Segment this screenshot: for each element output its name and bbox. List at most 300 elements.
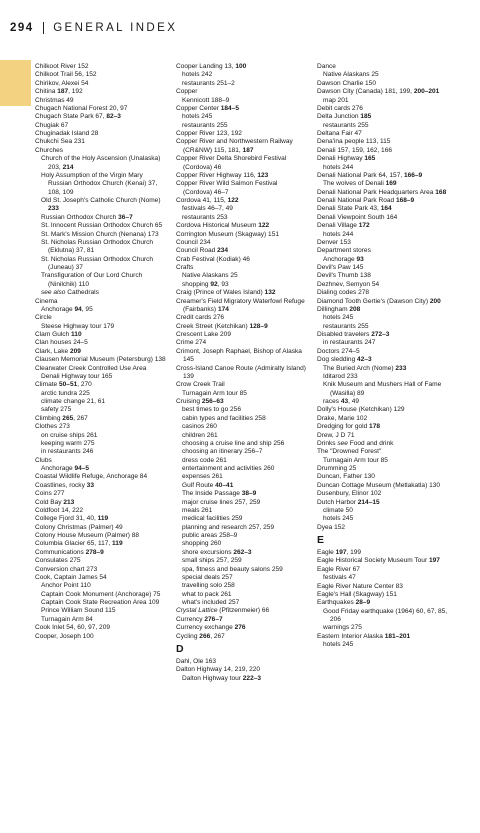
index-entry: [35, 314, 167, 322]
entry-text: arctic tundra 225: [41, 389, 90, 397]
index-entry: [35, 524, 167, 532]
primary-page-ref: 278–9: [85, 548, 104, 556]
index-subentry: [176, 214, 308, 222]
entry-text: Earthquakes: [317, 599, 356, 607]
entry-text: Crafts: [176, 264, 194, 271]
index-entry: [35, 482, 167, 490]
entry-text: Turnagain Arm tour 85: [182, 389, 247, 397]
index-entry: [317, 423, 449, 431]
primary-page-ref: 40–41: [215, 481, 234, 489]
entry-text: Dahl, Ole 163: [176, 657, 217, 665]
index-entry: [317, 222, 449, 230]
index-subentry: [317, 180, 449, 188]
entry-text: Duncan Cottage Museum (Metlakatla) 130: [317, 481, 440, 489]
primary-page-ref: 42–3: [357, 356, 372, 364]
index-entry: [35, 122, 167, 130]
index-subentry: [176, 532, 308, 540]
index-entry: [176, 155, 308, 172]
index-subentry: [35, 256, 167, 273]
index-subentry: [35, 155, 167, 172]
index-subentry: [35, 591, 167, 599]
entry-text: , 267: [73, 414, 88, 422]
entry-text: Denali National Park Road: [317, 197, 396, 204]
index-subentry: [176, 490, 308, 498]
index-entry: [317, 172, 449, 180]
entry-text: expenses 261: [182, 473, 223, 481]
entry-text: choosing a cruise line and ship 256: [182, 439, 285, 447]
entry-text: hotels 242: [182, 71, 213, 79]
entry-text: hotels 244: [323, 230, 354, 238]
entry-text: Good Friday earthquake (1964) 60, 67, 85, 206: [323, 607, 448, 623]
primary-page-ref: 197: [428, 557, 440, 565]
entry-text: hotels 245: [323, 641, 354, 649]
entry-text: festivals 47: [323, 574, 356, 582]
index-entry: [317, 239, 449, 247]
entry-text: Clam Gulch: [35, 331, 72, 338]
index-subentry: [35, 398, 167, 406]
index-entry: [176, 381, 308, 389]
index-column: [35, 63, 167, 641]
index-entry: [35, 331, 167, 339]
entry-text: best times to go 256: [182, 406, 241, 414]
entry-text: Anchorage: [41, 305, 75, 313]
entry-text: Credit cards 276: [176, 314, 225, 322]
primary-page-ref: 43: [340, 398, 349, 405]
entry-text: Coastlines, rocky: [35, 481, 87, 489]
index-entry: [176, 616, 308, 624]
index-subentry: [317, 122, 449, 130]
primary-page-ref: 92: [210, 280, 218, 288]
index-entry: [317, 298, 449, 306]
entry-text: Turnagain Arm tour 85: [323, 456, 388, 464]
index-entry: [35, 515, 167, 523]
index-entry: [35, 499, 167, 507]
index-entry: [35, 473, 167, 481]
entry-text: Church of the Holy Ascension (Unalaska) 203,: [41, 155, 161, 171]
entry-text: Diamond Tooth Gertie's (Dawson City): [317, 297, 430, 305]
index-entry: [35, 532, 167, 540]
index-entry: [176, 88, 308, 96]
entry-text: Cordova Historical Museum: [176, 222, 259, 230]
entry-text: Crime 274: [176, 339, 207, 347]
entry-text: Deltana Fair 47: [317, 130, 362, 137]
index-entry: [317, 499, 449, 507]
entry-text: Denali Highway tour 165: [41, 372, 113, 380]
entry-text: Conversion chart 273: [35, 565, 98, 573]
index-subentry: [317, 381, 449, 398]
primary-page-ref: 200: [429, 297, 441, 305]
index-entry: [317, 440, 449, 448]
index-subentry: [176, 457, 308, 465]
entry-text: Dusenbury, Elinor 102: [317, 490, 382, 498]
section-letter: [317, 534, 449, 547]
entry-text: Dawson City (Canada) 181, 199,: [317, 88, 414, 96]
entry-text: choosing an itinerary 256–7: [182, 448, 263, 456]
entry-text: Copper Center: [176, 104, 221, 112]
entry-text: , 95: [81, 305, 93, 313]
index-subentry: [35, 197, 167, 214]
primary-page-ref: 213: [63, 498, 75, 506]
primary-page-ref: 38–9: [241, 490, 257, 498]
index-subentry: [176, 415, 308, 423]
entry-text: public areas 258–9: [182, 532, 238, 539]
primary-page-ref: 262–3: [233, 548, 252, 556]
entry-text: climate 50: [323, 506, 353, 514]
entry-text: (Pfitzenmeier) 66: [217, 607, 270, 615]
entry-text: Council Road: [176, 247, 218, 255]
primary-page-ref: 256–63: [201, 398, 224, 405]
primary-page-ref: 94–5: [74, 465, 90, 472]
index-entry: [35, 356, 167, 364]
entry-text: Cook Inlet 54, 60, 97, 209: [35, 624, 110, 632]
index-entry: [35, 557, 167, 565]
index-subentry: [176, 540, 308, 548]
primary-page-ref: 209: [69, 347, 81, 355]
primary-page-ref: 169: [385, 180, 397, 188]
index-subentry: [317, 231, 449, 239]
index-subentry: [317, 624, 449, 632]
index-entry: [317, 155, 449, 163]
entry-text: Chukchi Sea 231: [35, 138, 85, 146]
index-entry: [35, 130, 167, 138]
entry-text: restaurants 255: [323, 121, 369, 129]
entry-text: Denali Village: [317, 222, 359, 230]
entry-text: travelling solo 258: [182, 582, 235, 590]
entry-text: Drinks: [317, 439, 338, 447]
index-subentry: [35, 306, 167, 314]
index-subentry: [176, 582, 308, 590]
index-entry: [317, 415, 449, 423]
index-subentry: [35, 239, 167, 256]
index-subentry: [176, 440, 308, 448]
index-entry: [317, 264, 449, 272]
index-entry: [317, 490, 449, 498]
section-letter: [176, 643, 308, 656]
entry-text: Eagle River 67: [317, 565, 360, 573]
entry-text: Cruising: [176, 398, 202, 405]
entry-text: Devil's Paw 145: [317, 264, 364, 271]
index-entry: [176, 130, 308, 138]
index-entry: [317, 113, 449, 121]
index-subentry: [317, 574, 449, 582]
primary-page-ref: 110: [71, 331, 82, 338]
index-subentry: [35, 448, 167, 456]
entry-text: Russian Orthodox Church: [41, 213, 119, 221]
entry-text: Cathedrals: [65, 289, 99, 297]
entry-text: hotels 245: [182, 113, 213, 121]
index-subentry: [35, 465, 167, 473]
index-subentry: [176, 406, 308, 414]
entry-text: Columbia Glacier 65, 117,: [35, 540, 113, 548]
primary-page-ref: 36–7: [118, 213, 133, 221]
index-entry: [176, 323, 308, 331]
entry-text: Denali State Park 43,: [317, 205, 381, 213]
index-subentry: [176, 574, 308, 582]
index-subentry: [35, 406, 167, 414]
entry-text: Eagle Historical Society Museum Tour: [317, 557, 429, 565]
entry-text: Creek Street (Ketchikan): [176, 322, 250, 330]
entry-text: Copper River and Northwestern Railway (CR&NW) 115, 181,: [176, 138, 293, 154]
index-subentry: [317, 507, 449, 515]
index-entry: [317, 599, 449, 607]
index-subentry: [317, 71, 449, 79]
index-subentry: [176, 448, 308, 456]
entry-text: The "Drowned Forest": [317, 448, 382, 456]
index-entry: [317, 272, 449, 280]
index-subentry: [176, 432, 308, 440]
index-entry: [176, 239, 308, 247]
index-entry: [35, 80, 167, 88]
index-subentry: [317, 608, 449, 625]
entry-text: The Inside Passage: [182, 490, 242, 498]
entry-text: what's included 257: [182, 599, 240, 606]
entry-text: Denali National Park Headquarters Area: [317, 188, 436, 196]
primary-page-ref: 168: [435, 188, 447, 196]
index-entry: [317, 348, 449, 356]
index-entry: [35, 490, 167, 498]
entry-text: in restaurants 247: [323, 339, 376, 347]
entry-text: Doctors 274–5: [317, 347, 360, 355]
entry-text: Captain Cook State Recreation Area 109: [41, 599, 160, 606]
entry-text: E: [317, 534, 325, 546]
primary-page-ref: 33: [86, 481, 94, 489]
index-subentry: [176, 557, 308, 565]
index-subentry: [317, 398, 449, 406]
index-entry: [317, 88, 449, 96]
index-entry: [35, 624, 167, 632]
entry-text: spa, fitness and beauty salons 259: [182, 565, 283, 573]
index-entry: [176, 666, 308, 674]
index-entry: [317, 591, 449, 599]
entry-text: Crab Festival (Kodiak) 46: [176, 255, 250, 263]
entry-text: what to pack 261: [182, 590, 232, 598]
index-subentry: [35, 582, 167, 590]
index-subentry: [35, 272, 167, 289]
index-subentry: [176, 423, 308, 431]
index-entry: [35, 507, 167, 515]
entry-text: restaurants 251–2: [182, 79, 235, 87]
index-subentry: [317, 515, 449, 523]
index-subentry: [317, 373, 449, 381]
entry-text: , 270: [77, 381, 92, 389]
index-subentry: [35, 222, 167, 230]
entry-text: Crow Creek Trail: [176, 381, 225, 389]
primary-page-ref: 187: [242, 146, 254, 154]
entry-text: Anchor Point 110: [41, 582, 91, 590]
index-subentry: [35, 616, 167, 624]
entry-text: Crystal Lattice: [176, 607, 218, 615]
entry-text: Currency exchange: [176, 624, 235, 632]
entry-text: Iditarod 233: [323, 372, 358, 380]
entry-text: Council 234: [176, 238, 211, 246]
entry-text: Crimont, Joseph Raphael, Bishop of Alaska 145: [176, 347, 302, 364]
entry-text: Chugach State Park 67,: [35, 113, 107, 121]
entry-text: Chirikov, Alexei 54: [35, 79, 89, 87]
index-entry: [35, 457, 167, 465]
index-subentry: [176, 281, 308, 289]
entry-text: D: [176, 642, 184, 655]
entry-text: St. Nicholas Russian Orthodox Church (Eklutna) 37, 81: [41, 238, 154, 255]
index-subentry: [317, 314, 449, 322]
index-subentry: [176, 113, 308, 121]
index-subentry: [176, 97, 308, 105]
index-entry: [317, 331, 449, 339]
index-subentry: [176, 122, 308, 130]
entry-text: Colony Christmas (Palmer) 49: [35, 523, 123, 531]
page-title: GENERAL INDEX: [53, 22, 178, 34]
entry-text: on cruise ships 261: [41, 431, 98, 439]
entry-text: Copper River 123, 192: [176, 130, 242, 137]
index-entry: [176, 180, 308, 197]
entry-text: safety 275: [41, 406, 72, 414]
index-entry: [35, 97, 167, 105]
index-subentry: [176, 675, 308, 683]
index-entry: [35, 113, 167, 121]
entry-text: , 267: [210, 632, 225, 640]
entry-text: Cold Bay: [35, 498, 64, 506]
index-subentry: [176, 71, 308, 79]
primary-page-ref: 122: [227, 197, 239, 204]
entry-text: restaurants 255: [323, 322, 369, 330]
entry-text: Chilkoot River 152: [35, 63, 89, 70]
entry-text: Cook, Captain James 54: [35, 573, 107, 581]
index-entry: [35, 633, 167, 641]
entry-text: Delta Junction: [317, 113, 361, 121]
entry-text: Dutch Harbor: [317, 498, 358, 506]
index-entry: [317, 281, 449, 289]
entry-text: Transfiguration of Our Lord Church (Ninilchik) 110: [41, 272, 143, 288]
entry-text: Drumming 25: [317, 465, 357, 472]
entry-text: cabin types and facilities 258: [182, 414, 266, 422]
index-subentry: [176, 390, 308, 398]
entry-text: Debit cards 276: [317, 104, 363, 112]
index-subentry: [35, 214, 167, 222]
index-entry: [176, 331, 308, 339]
index-entry: [176, 256, 308, 264]
index-entry: [35, 71, 167, 79]
entry-text: Cycling: [176, 632, 200, 640]
index-entry: [317, 130, 449, 138]
primary-page-ref: 187: [57, 88, 69, 96]
entry-text: Devil's Thumb 138: [317, 272, 371, 280]
index-entry: [317, 189, 449, 197]
entry-text: entertainment and activities 260: [182, 465, 275, 472]
entry-text: Climbing: [35, 414, 63, 422]
entry-text: shore excursions: [182, 548, 234, 556]
index-entry: [176, 339, 308, 347]
primary-page-ref: 100: [235, 63, 247, 70]
index-subentry: [35, 172, 167, 197]
entry-text: Dyea 152: [317, 523, 346, 531]
entry-text: Chuginadak Island 28: [35, 130, 99, 137]
entry-text: , 49: [348, 398, 360, 405]
entry-text: Churches: [35, 146, 64, 154]
index-subentry: [176, 515, 308, 523]
entry-text: Kennicott 188–9: [182, 96, 230, 104]
entry-text: Coastal Wildlife Refuge, Anchorage 84: [35, 473, 148, 481]
index-entry: [317, 432, 449, 440]
entry-text: Knik Museum and Mushers Hall of Fame (Wasilla) 89: [323, 381, 442, 397]
index-subentry: [176, 499, 308, 507]
entry-text: in restaurants 246: [41, 448, 94, 456]
index-entry: [176, 298, 308, 315]
entry-text: , 93: [217, 280, 229, 288]
index-subentry: [176, 524, 308, 532]
index-entry: [317, 524, 449, 532]
index-entry: [317, 205, 449, 213]
entry-text: festivals 46–7, 49: [182, 205, 233, 213]
entry-text: Dialing codes 278: [317, 289, 370, 297]
index-entry: [317, 214, 449, 222]
entry-text: Crescent Lake 209: [176, 331, 231, 338]
entry-text: Chugiak 67: [35, 121, 69, 129]
index-column: [317, 63, 449, 650]
entry-text: hotels 245: [323, 515, 354, 523]
entry-text: Currency: [176, 615, 205, 623]
index-entry: [35, 105, 167, 113]
index-entry: [176, 138, 308, 155]
index-entry: [317, 465, 449, 473]
index-entry: [317, 406, 449, 414]
primary-page-ref: 185: [360, 113, 372, 121]
index-entry: [176, 348, 308, 365]
primary-page-ref: 172: [358, 222, 370, 230]
primary-page-ref: 222–3: [242, 674, 261, 682]
entry-text: small ships 257, 259: [182, 557, 242, 565]
entry-text: Colony House Museum (Palmer) 88: [35, 532, 140, 539]
entry-text: Copper River Wild Salmon Festival (Cordova) 46–7: [176, 180, 278, 196]
entry-text: special deals 257: [182, 573, 233, 581]
entry-text: Coins 277: [35, 490, 65, 498]
index-entry: [35, 138, 167, 146]
primary-page-ref: 181–201: [384, 632, 411, 640]
index-entry: [35, 423, 167, 431]
index-subentry: [317, 256, 449, 264]
entry-text: Prince William Sound 115: [41, 607, 116, 615]
primary-page-ref: 197: [335, 549, 347, 556]
index-entry: [35, 540, 167, 548]
index-entry: [176, 264, 308, 272]
page-number: 294: [10, 22, 34, 34]
entry-text: Cinema: [35, 297, 58, 305]
index-subentry: [176, 473, 308, 481]
index-entry: [176, 231, 308, 239]
primary-page-ref: 276–7: [204, 615, 223, 623]
primary-page-ref: 266: [199, 632, 211, 640]
entry-text: Dillingham: [317, 305, 350, 313]
index-subentry: [35, 599, 167, 607]
entry-text: Consulates 275: [35, 557, 81, 565]
index-entry: [35, 415, 167, 423]
entry-text: Dezhnev, Semyon 54: [317, 280, 380, 288]
index-entry: [35, 365, 167, 373]
index-entry: [317, 549, 449, 557]
index-subentry: [176, 272, 308, 280]
entry-text: shopping 260: [182, 540, 222, 548]
index-subentry: [176, 465, 308, 473]
entry-text: Clausen Memorial Museum (Petersburg) 138: [35, 356, 166, 364]
page-header: [10, 22, 177, 34]
index-entry: [176, 63, 308, 71]
entry-text: Cooper Landing 13,: [176, 63, 236, 70]
entry-text: keeping warm 275: [41, 439, 95, 447]
primary-page-ref: 50–51: [59, 381, 78, 389]
index-entry: [176, 365, 308, 382]
entry-text: races: [323, 398, 341, 405]
entry-text: Native Alaskans 25: [323, 71, 379, 79]
index-entry: [176, 247, 308, 255]
index-entry: [176, 222, 308, 230]
